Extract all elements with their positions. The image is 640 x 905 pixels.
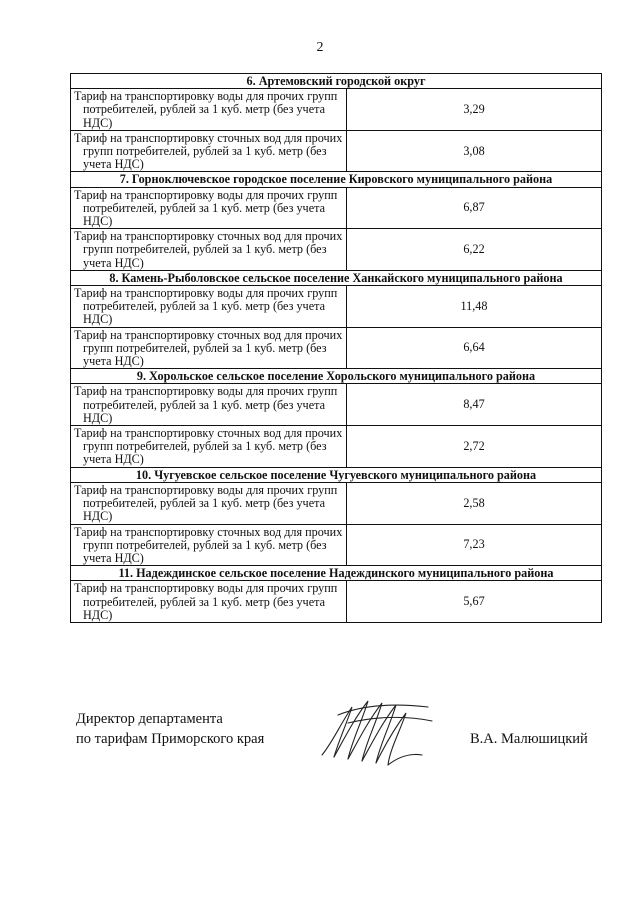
- section-heading-row: [71, 270, 602, 285]
- tariff-label: Тариф на транспортировку воды для прочих групп потребителей, рублей за 1 куб. метр (без учета НДС): [71, 581, 347, 623]
- signer-title: [76, 709, 264, 749]
- tariff-value: 5,67: [347, 581, 602, 623]
- tariff-label: Тариф на транспортировку сточных вод для прочих групп потребителей, рублей за 1 куб. метр (без учета НДС): [71, 327, 347, 369]
- table-row: [71, 524, 602, 566]
- tariff-value: 2,58: [347, 482, 602, 524]
- table-row: [71, 229, 602, 271]
- handwritten-signature: [318, 695, 438, 770]
- tariff-label: Тариф на транспортировку воды для прочих групп потребителей, рублей за 1 куб. метр (без учета НДС): [71, 286, 347, 328]
- section-heading: 7. Горноключевское городское поселение Кировского муниципального района: [71, 172, 602, 187]
- section-heading-row: [71, 172, 602, 187]
- tariff-label: Тариф на транспортировку воды для прочих групп потребителей, рублей за 1 куб. метр (без учета НДС): [71, 384, 347, 426]
- table-row: [71, 482, 602, 524]
- tariff-label: Тариф на транспортировку сточных вод для прочих групп потребителей, рублей за 1 куб. метр (без учета НДС): [71, 426, 347, 468]
- section-heading: 11. Надеждинское сельское поселение Надеждинского муниципального района: [71, 566, 602, 581]
- section-heading: 10. Чугуевское сельское поселение Чугуевского муниципального района: [71, 467, 602, 482]
- table-row: [71, 187, 602, 229]
- table-row: [71, 384, 602, 426]
- table-row: [71, 89, 602, 131]
- tariff-label: Тариф на транспортировку воды для прочих групп потребителей, рублей за 1 куб. метр (без учета НДС): [71, 89, 347, 131]
- tariff-label: Тариф на транспортировку воды для прочих групп потребителей, рублей за 1 куб. метр (без учета НДС): [71, 187, 347, 229]
- tariff-label: Тариф на транспортировку воды для прочих групп потребителей, рублей за 1 куб. метр (без учета НДС): [71, 482, 347, 524]
- table-row: [71, 426, 602, 468]
- table-row: [71, 286, 602, 328]
- tariff-table: [70, 73, 602, 623]
- section-heading: 9. Хорольское сельское поселение Хорольского муниципального района: [71, 369, 602, 384]
- signer-name: В.А. Малюшицкий: [470, 731, 588, 747]
- table-row: [71, 581, 602, 623]
- tariff-value: 2,72: [347, 426, 602, 468]
- tariff-value: 11,48: [347, 286, 602, 328]
- tariff-value: 6,87: [347, 187, 602, 229]
- section-heading-row: [71, 74, 602, 89]
- tariff-value: 8,47: [347, 384, 602, 426]
- signer-title-line: по тарифам Приморского края: [76, 731, 265, 747]
- section-heading-row: [71, 566, 602, 581]
- tariff-value: 6,64: [347, 327, 602, 369]
- section-heading: 6. Артемовский городской округ: [71, 74, 602, 89]
- tariff-value: 3,08: [347, 130, 602, 172]
- tariff-label: Тариф на транспортировку сточных вод для прочих групп потребителей, рублей за 1 куб. метр (без учета НДС): [71, 524, 347, 566]
- table-row: [71, 130, 602, 172]
- table-row: [71, 327, 602, 369]
- tariff-value: 7,23: [347, 524, 602, 566]
- section-heading: 8. Камень-Рыболовское сельское поселение Ханкайского муниципального района: [71, 270, 602, 285]
- section-heading-row: [71, 467, 602, 482]
- signer-title-line: Директор департамента: [76, 711, 223, 727]
- tariff-label: Тариф на транспортировку сточных вод для прочих групп потребителей, рублей за 1 куб. метр (без учета НДС): [71, 130, 347, 172]
- page-number: 2: [316, 40, 324, 55]
- section-heading-row: [71, 369, 602, 384]
- tariff-label: Тариф на транспортировку сточных вод для прочих групп потребителей, рублей за 1 куб. метр (без учета НДС): [71, 229, 347, 271]
- tariff-value: 6,22: [347, 229, 602, 271]
- tariff-value: 3,29: [347, 89, 602, 131]
